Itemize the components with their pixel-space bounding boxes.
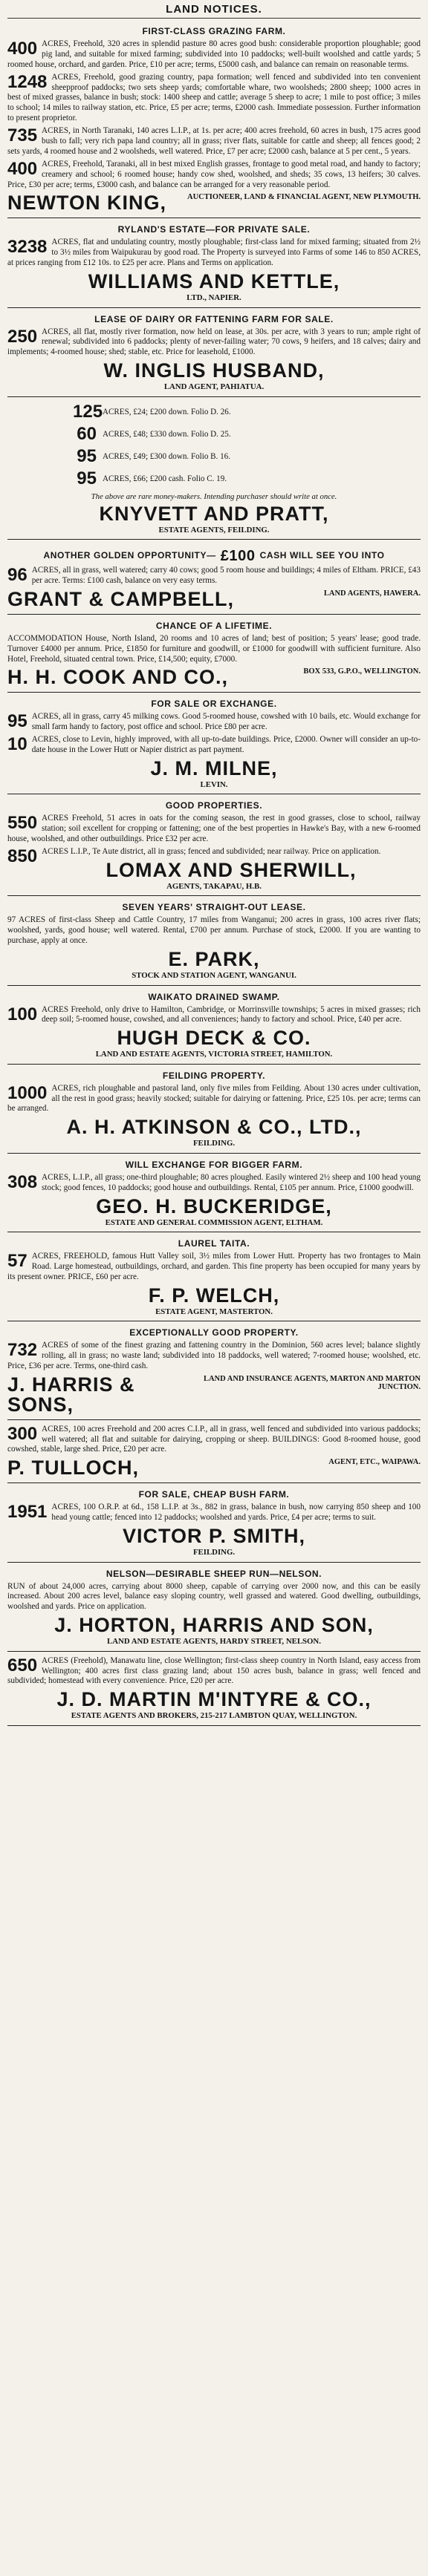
listing-text: ACRES, 100 O.R.P. at 6d., 158 L.I.P. at 3s., 882 in grass, balance in bush, now carrying 850 sheep and 100 head young cattle; fenced into 12 paddocks; woolshed and yards. Price, £4 per acre; terms to suit. [51,1503,421,1523]
agent-block [7,504,421,524]
listing-text: ACCOMMODATION House, North Island, 20 rooms and 10 acres of land; best of position; 5 years' lease; good trade. Turnover £4000 per annum. Price, £1850 for furniture and goodwill, or £1000 for goodwill with sufficient furniture. Also Hotel, Freehold, situated central town. Price, £14,500; equity, £7000. [7,633,421,664]
listing-text: ACRES, all in grass, well watered; carry 40 cows; good 5 room house and buildings; 4 miles of Eltham. PRICE, £43 per acre. Terms: £100 cash, balance on very easy terms. [31,566,421,585]
listing-ad [7,989,421,1065]
listing-text: ACRES, Freehold, good grazing country, papa formation; well fenced and subdivided into ten convenient sheepproof paddocks; two sets sheep yards; comfortable whare, two woolsheds; 2800 sheep; 1000 acres in best of mixed grasses, balance in bush; stock: 1400 sheep and cattle; average 5 sheep to acre; 1 mile to post office; 3 miles to school; 14 miles to railway station, etc. Price, £5 per acre; terms, £2000 cash. Immediate possession. Further information to present proprietor. [7,72,421,123]
agent-name: J. M. MILNE, [150,757,278,780]
listing-ad [7,1157,421,1232]
listing-paragraph [7,1656,421,1687]
listing-paragraph [7,1173,421,1194]
agent-address: AGENT, ETC., WAIPAWA. [328,1458,421,1467]
listing-paragraph [7,238,421,269]
listing-text: ACRES, L.I.P., all grass; one-third ploughable; 80 acres ploughed. Easily wintered 2½ sheep and 100 head young stock; good fences, 10 paddocks; good house and outbuildings. Rental, £105 per annum. Price, £1000 goodwill. [42,1172,421,1192]
acre-number: 10 [7,734,27,755]
agent-block [7,1458,421,1478]
property-details: ACRES, £66; £200 cash. Folio C. 19. [103,474,227,483]
listing-title-text: WILL EXCHANGE FOR BIGGER FARM. [125,1159,303,1170]
property-details: ACRES, £24; £200 down. Folio D. 26. [103,407,231,416]
listing-paragraph [7,634,421,665]
property-acre-number: 95 [77,468,97,488]
listing-text: ACRES, Freehold, Taranaki, all in best mixed English grasses, frontage to good metal road, and handy to factory; creamery and school; 6 roomed house; handy cow shed, woolshed, and sheds; 35 cows, 13 heifers; 30 calves. Price, £30 per acre; terms, £3000 cash, and balance can be arranged for a very reasonable period. [7,159,421,189]
agent-address: AUCTIONEER, LAND & FINANCIAL AGENT, NEW PLYMOUTH. [187,193,421,202]
agent-subtitle: ESTATE AGENTS, FEILDING. [158,525,270,535]
listing-ad [7,543,421,615]
agent-block [7,193,421,213]
listing-paragraph [7,1252,421,1283]
agent-name: J. HORTON, HARRIS AND SON, [54,1614,374,1637]
listing-paragraph [7,160,421,191]
listing-text: ACRES, 100 acres Freehold and 200 acres C.I.P., all in grass, well fenced and subdivided into various paddocks; well watered; all flat and suitable for dairying, cropping or sheep. BUILDINGS: Good 8-roomed house, good cowshed, stable, large shed. Price, £20 per acre. [7,1424,421,1454]
agent-block [7,272,421,292]
acre-number: 1000 [7,1082,48,1103]
acre-number: 300 [7,1423,38,1444]
listing-title-text: RYLAND'S ESTATE—FOR PRIVATE SALE. [117,224,311,235]
agent-subtitle: LEVIN. [200,780,228,790]
listing-text: ACRES, close to Levin, highly improved, with all up-to-date buildings. Price, £2000. Owner will consider an up-to-date house in the Lower Hutt or Napier district as part payment. [31,735,421,755]
listing-paragraph [7,735,421,756]
acre-number: 308 [7,1171,38,1192]
listing-paragraph [7,846,421,867]
agent-block [7,1117,421,1137]
agent-block [7,949,421,970]
listing-ad [7,221,421,307]
agent-block [7,1615,421,1635]
listing-paragraph [7,1341,421,1372]
acre-number: 850 [7,846,38,867]
listing-paragraph [7,1084,421,1115]
agent-block [7,1194,421,1217]
property-details: ACRES, £48; £330 down. Folio D. 25. [103,429,231,439]
agent-name: HUGH DECK & CO. [117,1027,311,1050]
listing-title-text: WAIKATO DRAINED SWAMP. [148,991,280,1002]
listing-text: ACRES of some of the finest grazing and fattening country in the Dominion, 560 acres level; balance slightly rolling, all in grass; no waste land; subdivided into 18 paddocks, well watered; 7-roomed house; woolshed, etc. Price, £36 per acre. Terms, one-third cash. [7,1341,421,1370]
listing-title [7,546,421,563]
listing-paragraph [7,1425,421,1456]
listing-text: ACRES Freehold, 51 acres in oats for the coming season, the rest in good grasses, close to school, railway station; soil excellent for cropping or fattening; one of the best properties in Hawke's Bay, with a new 6-roomed house, woolshed, and other outbuildings. Price £32 per acre. [7,814,421,844]
listing-paragraph [7,1503,421,1523]
acre-number: 250 [7,326,38,347]
listing-title [7,1489,421,1500]
listing-ad [7,797,421,896]
listing-title-text: LEASE OF DAIRY OR FATTENING FARM FOR SALE. [94,313,334,324]
listing-title [7,1160,421,1170]
listing-ad [7,696,421,794]
listing-title-text: FIRST-CLASS GRAZING FARM. [142,26,286,36]
listing-paragraph [7,126,421,157]
listing-title-text: EXCEPTIONALLY GOOD PROPERTY. [129,1327,299,1338]
listing-title-text: FEILDING PROPERTY. [162,1070,266,1081]
listing-title-text: FOR SALE OR EXCHANGE. [151,699,277,710]
agent-subtitle: FEILDING. [192,1139,236,1148]
listing-title [7,1070,421,1081]
listing-ad [7,1566,421,1652]
agent-block [7,1286,421,1306]
agent-name: VICTOR P. SMITH, [122,1525,306,1548]
listing-paragraph [7,566,421,586]
acre-number: 57 [7,1250,27,1271]
agent-subtitle: ESTATE AGENTS AND BROKERS, 215-217 LAMBTON QUAY, WELLINGTON. [71,1711,357,1721]
listing-title-suffix: CASH WILL SEE YOU INTO [259,550,385,561]
agent-name: W. INGLIS HUSBAND, [103,359,325,382]
agent-name: LOMAX AND SHERWILL, [106,859,357,882]
listing-ad [7,311,421,397]
listing-ad [7,1235,421,1321]
agent-subtitle: LAND AND ESTATE AGENTS, VICTORIA STREET, HAMILTON. [95,1050,333,1059]
agent-block [7,1690,421,1710]
acre-number: 735 [7,125,38,146]
listing-title-text: ANOTHER GOLDEN OPPORTUNITY— [43,550,216,561]
acre-number: 1248 [7,71,48,92]
acre-number: 550 [7,813,38,834]
property-list [7,402,421,489]
acre-number: 650 [7,1655,38,1676]
listing-title [7,800,421,811]
listing-ad [7,618,421,693]
listing-title [7,621,421,631]
acre-number: 95 [7,711,27,732]
listing-text: ACRES, in North Taranaki, 140 acres L.I.P., at 1s. per acre; 400 acres freehold, 60 acres in bush, 175 acres good bush to fall; very rich papa land country; all in grass; river flats, suitable for cattle and sheep; all fences good; 2 sets yards, 4 roomed house and 2 woolsheds, well watered. Price, £7 per acre; £2000 cash, balance at 5 per cent., 5 years. [7,126,421,156]
acre-number: 3238 [7,237,48,258]
agent-block [7,1028,421,1048]
listing-title [7,1327,421,1338]
listing-ad [7,23,421,218]
listing-ad [7,899,421,985]
agent-block [7,361,421,381]
listing-paragraph [7,1005,421,1026]
agent-name: GRANT & CAMPBELL, [7,587,234,610]
agent-block [7,1375,421,1415]
listing-title [7,26,421,36]
property-acre-number: 125 [73,401,103,422]
listing-title-text: NELSON—DESIRABLE SHEEP RUN—NELSON. [106,1568,322,1579]
acre-number: 96 [7,565,27,586]
property-row [7,402,421,422]
agent-subtitle: LAND AND ESTATE AGENTS, HARDY STREET, NELSON. [107,1637,321,1647]
listing-title [7,1238,421,1249]
listing-paragraph [7,1582,421,1613]
listing-ad [7,1655,421,1726]
listing-paragraph [7,915,421,947]
listing-title-text: CHANCE OF A LIFETIME. [155,620,273,631]
agent-subtitle: ESTATE AGENT, MASTERTON. [155,1307,273,1316]
agent-subtitle: AGENTS, TAKAPAU, H.B. [166,882,262,892]
listing-paragraph [7,814,421,845]
agent-address: LAND AGENTS, HAWERA. [323,589,421,598]
agent-subtitle: STOCK AND STATION AGENT, WANGANUI. [132,971,296,981]
listing-text: ACRES L.I.P., Te Aute district, all in grass; fenced and subdivided; near railway. Price on application. [42,847,381,857]
agent-name: H. H. COOK AND CO., [7,666,229,689]
listing-title [7,902,421,912]
listing-ad [7,1486,421,1562]
agent-address: BOX 533, G.P.O., WELLINGTON. [303,667,421,676]
acre-number: 732 [7,1340,38,1361]
agent-name: NEWTON KING, [7,192,166,215]
agent-block [42,860,421,880]
acre-number: 400 [7,158,38,179]
land-notices-page [7,0,421,1726]
listing-text: ACRES, rich ploughable and pastoral land, only five miles from Feilding. About 130 acres under cultivation, all the rest in good grass; heavily stocked; suitable for dairying or fattening. Price, £25 10s. per acre; terms can be arranged. [7,1083,421,1114]
agent-subtitle: LTD., NAPIER. [187,293,241,303]
agent-name: P. TULLOCH, [7,1457,140,1480]
agent-subtitle: LAND AGENT, PAHIATUA. [163,382,265,392]
listing-title-text: FOR SALE, CHEAP BUSH FARM. [138,1489,290,1500]
listing-paragraph [7,327,421,359]
listing-title [7,314,421,324]
listing-paragraph [7,73,421,124]
property-row [7,468,421,489]
listing-title-text: LAUREL TAITA. [178,1238,250,1249]
listing-text: ACRES Freehold, only drive to Hamilton, Cambridge, or Morrinsville townships; 5 acres in mixed grasses; rich deep soil; 5-roomed house, cowshed, and all conveniences; handy to factory and school. Price, £40 per acre. [42,1004,421,1024]
listing-text: RUN of about 24,000 acres, carrying about 8000 sheep, capable of carrying over 2000 now, and this can be easily increased. About 200 acres level, balance easy sloping country, well grassed and watered. Good dwelling, outbuildings, woolshed and yards. Price on application. [7,1581,421,1612]
acre-number: 1951 [7,1502,48,1523]
property-row [7,446,421,467]
agent-block [7,1526,421,1546]
agent-name: F. P. WELCH, [148,1284,280,1307]
agent-name: KNYVETT AND PRATT, [99,502,329,525]
listing-text: ACRES, FREEHOLD, famous Hutt Valley soil, 3½ miles from Lower Hutt. Property has two frontages to Main Road. Large homestead, outbuildings, orchard, and garden. This fine property has been occupied for many years by its present owner. PRICE, £60 per acre. [7,1251,421,1281]
cash-amount: £100 [220,548,256,565]
listing-text: ACRES, all flat, mostly river formation, now held on lease, at 30s. per acre, with 3 years to run; ample right of renewal; subdivided into 6 paddocks; plenty of never-failing water; 70 cows, 9 heifers, and 18 calves; dairy and implements; 4-roomed house; shed; stable, etc. Price for leasehold, £1000. [7,327,421,357]
listing-title [7,992,421,1002]
listing-ad [7,1068,421,1154]
listing-title [7,1569,421,1579]
listing-ad [7,1324,421,1420]
acre-number: 100 [7,1004,38,1024]
agent-name: J. HARRIS & SONS, [7,1373,135,1416]
agent-name: GEO. H. BUCKERIDGE, [96,1194,332,1217]
listing-ad [7,1423,421,1484]
listing-title-text: SEVEN YEARS' STRAIGHT-OUT LEASE. [122,902,306,913]
property-row [7,424,421,445]
listing-text: ACRES, all in grass, carry 45 milking cows. Good 5-roomed house, cowshed with 10 bails, etc. Would exchange for small farm handy to factory, post office and school. Price £80 per acre. [31,712,421,732]
listing-ad [7,400,421,540]
listing-title [7,224,421,235]
agent-name: A. H. ATKINSON & CO., LTD., [66,1116,362,1139]
listing-title-text: GOOD PROPERTIES. [165,800,263,811]
listing-text: 97 ACRES of first-class Sheep and Cattle Country, 17 miles from Wanganui; 200 acres in grass, 100 acres river flats; woolshed, yards, good house; well watered. Rental, £700 per annum. Purchase of stock, £2000. If you are wanting to purchase, apply at once. [7,915,421,946]
agent-block [7,759,421,779]
listing-text: ACRES (Freehold), Manawatu line, close Wellington; first-class sheep country in North Island, easy access from Wellington; 400 acres first class grazing land; about 150 acres bush, balance in grass; well fenced and subdivided; homestead with every convenience. Price, £20 per acre. [7,1655,421,1686]
listing-title [7,699,421,709]
listing-paragraph [7,39,421,71]
listing-text: ACRES, Freehold, 320 acres in splendid pasture 80 acres good bush: considerable proportion ploughable; good pig land, and suitable for mixed farming; subdivided into 10 paddocks; well-built woolshed and cattle yards; 5 roomed house, orchard, and garden. Price, £10 per acre; terms, £5000 cash, and balance can remain on reasonable terms. [7,39,421,69]
property-acre-number: 95 [77,445,97,466]
listing-note: The above are rare money-makers. Intending purchaser should write at once. [91,491,337,501]
listing-text: ACRES, flat and undulating country, mostly ploughable; first-class land for mixed farming; situated from 2½ to 3½ miles from Waipukurau by good road. The Property is surveyed into Farms of some 146 to 850 ACRES, at prices ranging from £12 10s. to £25 per acre. Plans and Terms on application. [7,238,421,268]
agent-name: WILLIAMS AND KETTLE, [88,270,340,293]
agent-subtitle: FEILDING. [192,1548,236,1557]
agent-subtitle: ESTATE AND GENERAL COMMISSION AGENT, ELTHAM. [105,1217,323,1227]
acre-number: 400 [7,39,38,59]
ads-container [7,23,421,1726]
agent-block [7,667,421,687]
agent-name: J. D. MARTIN M'INTYRE & CO., [56,1688,372,1711]
property-details: ACRES, £49; £300 down. Folio B. 16. [103,451,230,461]
listing-paragraph [7,712,421,733]
property-acre-number: 60 [77,423,97,444]
page-header: LAND NOTICES. [7,3,421,19]
agent-block [7,589,421,609]
agent-name: E. PARK, [168,948,260,971]
agent-address: LAND AND INSURANCE AGENTS, MARTON AND MARTON JUNCTION. [203,1374,421,1392]
